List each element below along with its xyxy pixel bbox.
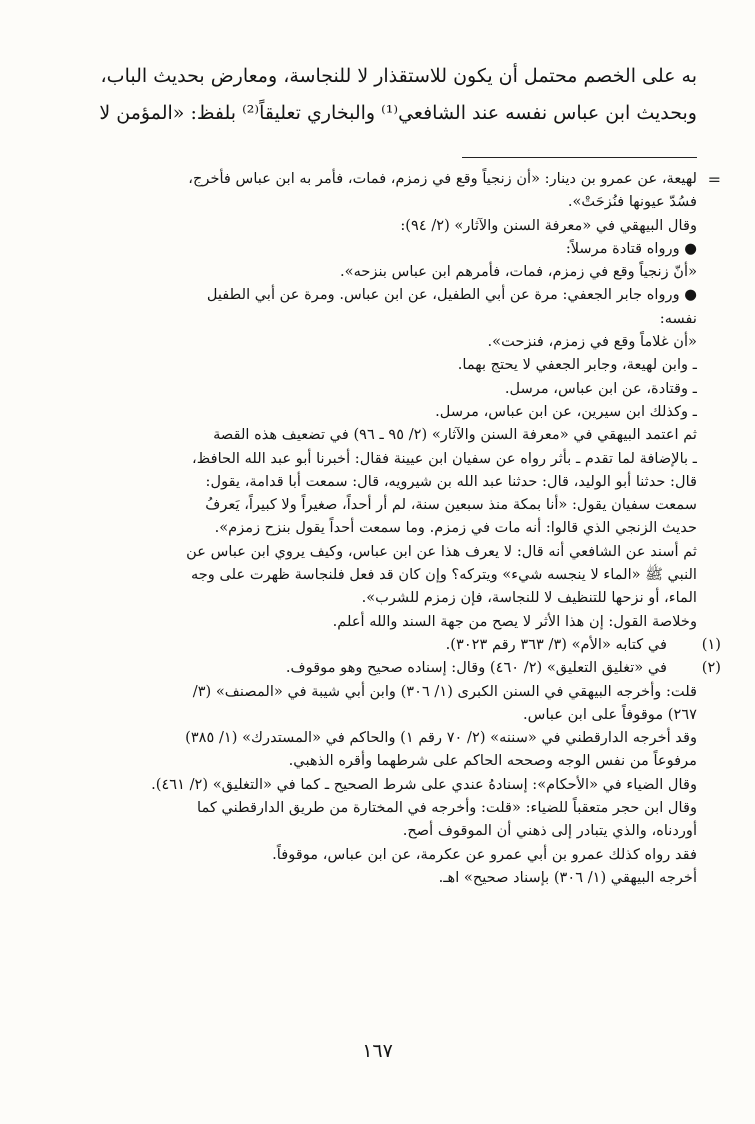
- footnote-line: ـ وقتادة، عن ابن عباس، مرسل.: [504, 379, 697, 397]
- footnote-separator: [462, 157, 697, 158]
- footnote-line: في كتابه «الأم» (٣/ ٣٦٣ رقم ٣٠٢٣).: [445, 635, 667, 653]
- main-text: [47, 58, 697, 132]
- footnote-line: وقال ابن حجر متعقباً للضياء: «قلت: وأخرجه في المختارة من طريق الدارقطني كما: [197, 799, 697, 817]
- main-text-line: وبحديث ابن عباس نفسه عند الشافعي⁽¹⁾ والبخاري تعليقاً⁽²⁾ بلفظ: «المؤمن لا: [99, 102, 697, 124]
- footnote-line: «أنّ زنجياً وقع في زمزم، فمات، فأمرهم ابن عباس بنزحه».: [340, 263, 697, 281]
- main-text-line: به على الخصم محتمل أن يكون للاستقذار لا للنجاسة، ومعارض بحديث الباب،: [100, 65, 697, 87]
- footnote-line: وخلاصة القول: إن هذا الأثر لا يصح من جهة السند والله أعلم.: [332, 612, 697, 630]
- footnotes: [47, 167, 721, 889]
- continuation-mark: =: [707, 170, 721, 189]
- footnote-line: ● ورواه جابر الجعفي: مرة عن أبي الطفيل، عن ابن عباس. ومرة عن أبي الطفيل: [206, 286, 697, 304]
- footnote-line: سمعت سفيان يقول: «أنا بمكة منذ سبعين سنة، لم أر أحداً، صغيراً ولا كبيراً، يَعرفُ: [205, 496, 697, 514]
- footnote-2: [47, 656, 721, 679]
- footnote-line: الماء، أو نزحها للتنظيف لا للنجاسة، فإن زمزم للشرب».: [361, 589, 697, 607]
- footnote-line: فقد رواه كذلك عمرو بن أبي عمرو عن عكرمة، عن ابن عباس، موقوفاً.: [272, 845, 697, 863]
- footnote-line: ٢٦٧) موقوفاً على ابن عباس.: [523, 705, 697, 723]
- footnote-line: في «تغليق التعليق» (٢/ ٤٦٠) وقال: إسناده صحيح وهو موقوف.: [285, 659, 667, 677]
- page-number: ١٦٧: [362, 1040, 393, 1062]
- footnote-line: «أن غلاماً وقع في زمزم، فنزحت».: [487, 333, 697, 351]
- footnote-line: لهيعة، عن عمرو بن دينار: «أن زنجياً وقع في زمزم، فمات، فأمر به ابن عباس فأخرج،: [188, 170, 697, 187]
- footnote-line: وقال الضياء في «الأحكام»: إسنادهُ عندي على شرط الصحيح ـ كما في «التغليق» (٢/ ٤٦١).: [151, 775, 697, 793]
- footnote-line: ـ بالإضافة لما تقدم ـ بأثر رواه عن سفيان ابن عيينة فقال: أخبرنا أبو عبد الله الحافظ،: [192, 449, 697, 467]
- footnote-line: النبي ﷺ «الماء لا ينجسه شيء» ويتركه؟ وإن كان قد فعل فلنجاسة ظهرت على وجه: [190, 566, 697, 584]
- footnote-line: مرفوعاً من نفس الوجه وصححه الحاكم على شرطهما وأقره الذهبي.: [288, 752, 697, 770]
- footnote-number: (١): [701, 635, 721, 653]
- footnote-line: قال: حدثنا أبو الوليد، قال: حدثنا عبد الله بن شيرويه، قال: سمعت أبا قدامة، يقول:: [205, 472, 697, 490]
- footnote-1: [47, 633, 721, 656]
- footnote-line: ـ وكذلك ابن سيرين، عن ابن عباس، مرسل.: [435, 402, 697, 420]
- footnote-line: ـ وابن لهيعة، وجابر الجعفي لا يحتج بهما.: [457, 356, 697, 374]
- footnote-line: أخرجه البيهقي (١/ ٣٠٦) بإسناد صحيح» اهـ.: [438, 868, 697, 886]
- footnote-number: (٢): [701, 659, 721, 677]
- footnote-line: حديث الزنجي الذي قالوا: أنه مات في زمزم. وما سمعت أحداً يقول بنزح زمزم».: [214, 519, 697, 537]
- footnote-line: وقال البيهقي في «معرفة السنن والآثار» (٢/ ٩٤):: [400, 216, 697, 234]
- footnote-line: فسُدّ عيونها فنُزحَتْ».: [567, 193, 697, 211]
- footnote-line: ● ورواه قتادة مرسلاً:: [565, 239, 697, 257]
- footnote-line: ثم أسند عن الشافعي أنه قال: لا يعرف هذا عن ابن عباس، وكيف يروي ابن عباس عن: [186, 542, 697, 560]
- footnote-line: قلت: وأخرجه البيهقي في السنن الكبرى (١/ ٣٠٦) وابن أبي شيبة في «المصنف» (٣/: [192, 682, 697, 700]
- footnote-line: ثم اعتمد البيهقي في «معرفة السنن والآثار» (٢/ ٩٥ ـ ٩٦) في تضعيف هذه القصة: [213, 426, 697, 444]
- footnote-line: نفسه:: [659, 309, 697, 327]
- footnote-line: وقد أخرجه الدارقطني في «سننه» (٢/ ٧٠ رقم ١) والحاكم في «المستدرك» (١/ ٣٨٥): [185, 729, 697, 747]
- footnote-line: أوردناه، والذي يتبادر إلى ذهني أن الموقوف أصح.: [402, 822, 697, 840]
